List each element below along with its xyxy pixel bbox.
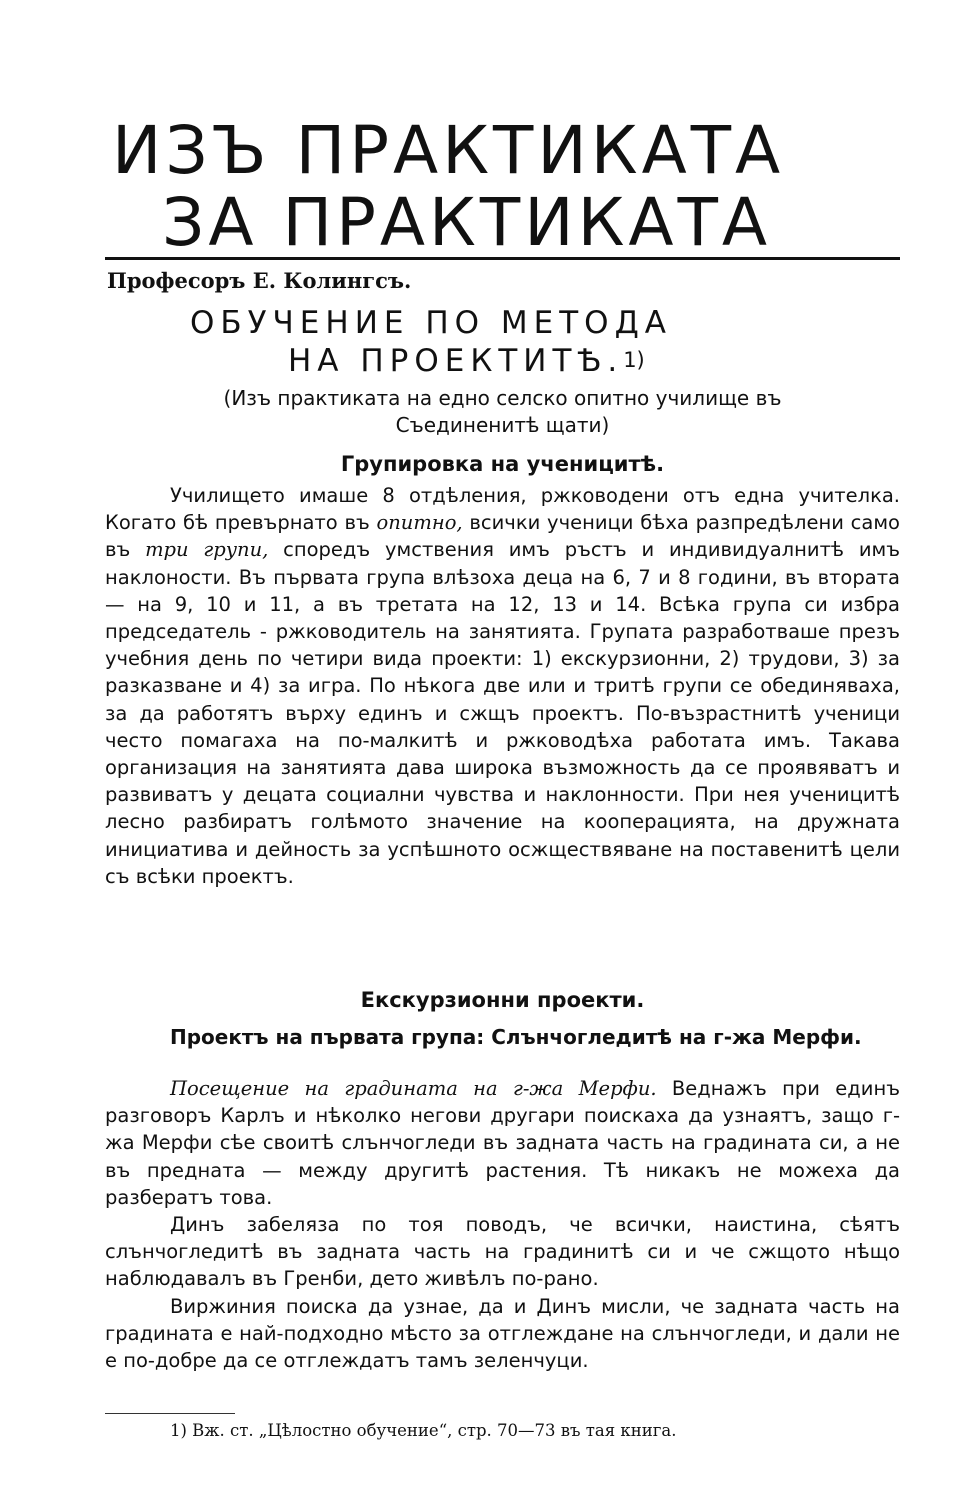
italic-text: три групи,: [145, 538, 269, 562]
footnote-mark: 1): [623, 348, 645, 372]
footnote-rule: [105, 1413, 235, 1414]
italic-text: Посещение на градината на г-жа Мерфи.: [170, 1077, 657, 1100]
paragraph-text: Училището имаше 8 отдѣления, ржководени отъ една учителка. Когато бѣ превърнато въ: [105, 484, 900, 535]
project-title: Проектъ на първата група: Слънчогледитѣ на г-жа Мерфи.: [170, 1025, 862, 1049]
paragraph-text: Веднажъ при единъ разговоръ Карлъ и нѣколко негови другари поискаха да узнаятъ, защо г-жа Мерфи сѣе своитѣ слънчогледи въ задната часть на градината си, а не въ предната — между другитѣ растения. Тѣ никакъ не можеха да разбератъ това.: [105, 1077, 900, 1209]
paragraphs-excursion: [105, 1075, 900, 1374]
italic-text: опитно,: [376, 511, 463, 535]
paragraph: Динъ забеляза по тоя поводъ, че всички, наистина, сѣятъ слънчогледитѣ въ задната часть на градинитѣ си и че сжщото нѣщо наблюдавалъ въ Гренби, дето живѣлъ по-рано.: [105, 1213, 900, 1291]
title-rule: [105, 257, 900, 260]
paragraph: [105, 1075, 900, 1211]
section-heading-grouping: Групировка на ученицитѣ.: [340, 452, 665, 476]
paragraph: Виржиния поиска да узнае, да и Динъ мисли, че задната часть на градината е най-подходно мѣсто за отглеждане на слънчогледи, и дали не е по-добре да се отглеждатъ тамъ зеленчуци.: [105, 1294, 900, 1373]
paragraph-grouping: [105, 482, 900, 890]
section-title-line1: ИЗЪ ПРАКТИКАТА: [112, 112, 785, 189]
article-title-line2: [288, 343, 645, 379]
article-subtitle-line2: Съединенитѣ щати): [395, 413, 610, 437]
article-author: Професоръ Е. Колингсъ.: [107, 268, 412, 293]
article-subtitle-line1: (Изъ практиката на едно селско опитно училище въ: [223, 386, 782, 410]
article-title-line2-text: НА ПРОЕКТИТѢ.: [288, 343, 624, 379]
footnote: 1) Вж. ст. „Цѣлостно обучение“, стр. 70—73 въ тая книга.: [170, 1421, 677, 1440]
paragraph-text: всички ученици бѣха разпредѣлени само въ: [105, 511, 900, 562]
paragraph: [105, 482, 900, 890]
paragraph-text: споредъ умствения имъ ръстъ и индивидуалнитѣ имъ наклоности. Въ първата група влѣзоха деца на 6, 7 и 8 години, въ втората — на 9, 10 и 11, а въ третата на 12, 13 и 14. Всѣка група си избра председатель - ржководитель на занятията. Групата разработваше презъ учебния день по четири вида проекти: 1) екскурзионни, 2) трудови, 3) за разказване и 4) за игра. По нѣкога две или и тритѣ групи се обединяваха, за да работятъ върху единъ и сжщъ проектъ. По-възрастнитѣ ученици често помагаха на по-малкитѣ и ржководѣха работата имъ. Такава организация на занятията дава широка възможность да се проявяватъ и развиватъ у децата социални чувства и наклонности. При нея ученицитѣ лесно разбиратъ голѣмото значение на кооперацията, на дружната инициатива и дейность за успѣшното осжществяване на поставенитѣ цели съ всѣки проектъ.: [105, 538, 900, 888]
section-title-line2: ЗА ПРАКТИКАТА: [162, 184, 772, 261]
article-title-line1: ОБУЧЕНИЕ ПО МЕТОДА: [190, 305, 672, 341]
section-heading-excursion: Екскурзионни проекти.: [360, 988, 645, 1012]
